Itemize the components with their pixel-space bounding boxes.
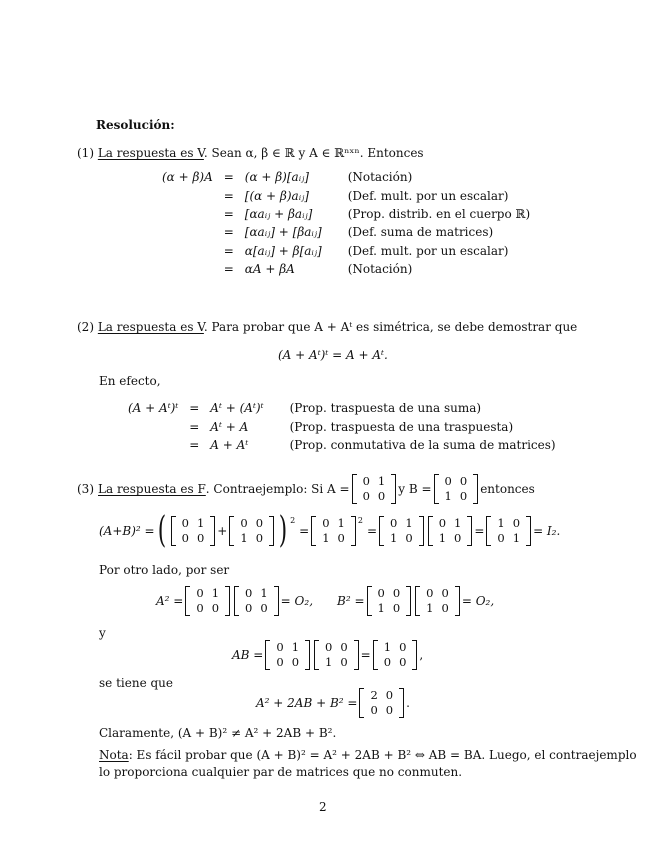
derivation-note: (Prop. traspuesta de una traspuesta) xyxy=(289,419,514,434)
matrix-entry: 1 xyxy=(377,474,386,488)
derivation-op: = xyxy=(223,188,234,203)
matrix-entry: 0 xyxy=(459,489,468,503)
matrix-entry: 1 xyxy=(454,516,462,530)
matrix-entry: 0 xyxy=(196,531,205,545)
matrix-entry: 0 xyxy=(260,601,268,615)
matrix-entry: 1 xyxy=(438,531,447,545)
derivation-rhs: (α + β)[aᵢⱼ] xyxy=(244,170,309,185)
answer-label: La respuesta es V xyxy=(97,146,204,160)
matrix xyxy=(434,474,479,504)
matrix-entry: 0 xyxy=(322,516,330,530)
matrix-entry: 0 xyxy=(276,640,284,654)
matrix-entry: 0 xyxy=(441,601,449,615)
matrix-entry: 0 xyxy=(426,586,434,600)
matrix-entry: 0 xyxy=(383,655,392,669)
derivation-op: = xyxy=(223,206,234,221)
derivation-2 xyxy=(124,399,560,454)
matrix xyxy=(314,640,359,670)
matrix-entry: 1 xyxy=(196,516,205,530)
matrix xyxy=(486,516,531,546)
matrix-entry: 0 xyxy=(362,474,370,488)
matrix-entry: 0 xyxy=(399,640,407,654)
derivation-row xyxy=(158,186,534,204)
derivation-note: (Def. suma de matrices) xyxy=(347,225,494,240)
matrix-entry: 1 xyxy=(291,640,300,654)
matrix-entry: 0 xyxy=(444,474,452,488)
derivation-lhs xyxy=(124,436,182,454)
matrix xyxy=(415,586,460,616)
matrix-entry: 0 xyxy=(245,601,253,615)
derivation-note: (Notación) xyxy=(347,262,413,277)
matrix-entry: 1 xyxy=(512,531,521,545)
derivation-lhs xyxy=(158,242,217,260)
derivation-1 xyxy=(158,168,534,278)
derivation-op: = xyxy=(223,243,234,258)
item-3-intro: (3) La respuesta es F . Contraejemplo: Si A = 0 1 0 0 y B = 0 0 1 0 entonces xyxy=(77,474,535,503)
matrix-entry: 0 xyxy=(196,586,204,600)
matrix-entry: 1 xyxy=(383,640,392,654)
derivation-op: = xyxy=(189,437,200,452)
matrix-entry: 0 xyxy=(340,640,348,654)
matrix-entry: 0 xyxy=(385,688,394,702)
matrix-entry: 0 xyxy=(211,601,220,615)
derivation-note: (Prop. conmutativa de la suma de matrices) xyxy=(289,437,556,452)
matrix-entry: 1 xyxy=(337,516,345,530)
derivation-note: (Def. mult. por un escalar) xyxy=(347,243,509,258)
matrix xyxy=(229,516,274,546)
matrix-entry: 0 xyxy=(392,601,401,615)
connector-y: y xyxy=(99,626,106,640)
derivation-op: = xyxy=(189,419,200,434)
matrix-entry: 1 xyxy=(390,531,398,545)
page-heading: Resolución: xyxy=(96,118,175,132)
derivation-rhs: Aᵗ + (Aᵗ)ᵗ xyxy=(210,401,264,416)
matrix xyxy=(311,516,356,546)
matrix-entry: 1 xyxy=(444,489,452,503)
item-2-intro: (2) La respuesta es V. Para probar que A + Aᵗ es simétrica, se debe demostrar que xyxy=(77,320,578,334)
matrix-entry: 1 xyxy=(260,586,268,600)
matrix-entry: 0 xyxy=(181,516,189,530)
matrix-entry: 0 xyxy=(385,703,394,717)
matrix xyxy=(171,516,216,546)
matrix-entry: 0 xyxy=(245,586,253,600)
matrix xyxy=(379,516,424,546)
ab-computation: AB = 0 1 0 0 0 0 1 0 = 1 0 0 0 , xyxy=(232,640,424,669)
matrix xyxy=(359,688,404,718)
derivation-note: (Notación) xyxy=(347,170,413,185)
matrix xyxy=(367,586,412,616)
matrix-entry: 1 xyxy=(322,531,330,545)
matrix-entry: 0 xyxy=(255,516,264,530)
derivation-lhs xyxy=(124,417,182,435)
a2-b2-computation: A² = 0 1 0 0 0 1 0 0 = O₂, B² = 0 0 1 0 0 0 1 0 = O₂, xyxy=(156,586,495,615)
derivation-rhs: [αaᵢⱼ + βaᵢⱼ] xyxy=(244,206,313,221)
matrix-entry: 1 xyxy=(211,586,220,600)
derivation-lhs xyxy=(158,260,217,278)
matrix-entry: 1 xyxy=(377,601,385,615)
matrix-entry: 0 xyxy=(370,703,378,717)
matrix-entry: 0 xyxy=(337,531,345,545)
matrix-entry: 0 xyxy=(390,516,398,530)
derivation-rhs: α[aᵢⱼ] + β[aᵢⱼ] xyxy=(244,243,322,258)
display-equation: (A + Aᵗ)ᵗ = A + Aᵗ. xyxy=(278,348,388,362)
lead-text: En efecto, xyxy=(99,374,161,388)
conclusion: Claramente, (A + B)² ≠ A² + 2AB + B². xyxy=(99,726,337,740)
matrix xyxy=(373,640,418,670)
derivation-rhs: [(α + β)aᵢⱼ] xyxy=(244,188,309,203)
derivation-op: = xyxy=(223,170,234,185)
se-tiene-text: se tiene que xyxy=(99,676,173,690)
matrix-entry: 1 xyxy=(426,601,434,615)
matrix-entry: 0 xyxy=(196,601,204,615)
matrix xyxy=(428,516,473,546)
derivation-note: (Def. mult. por un escalar) xyxy=(347,188,509,203)
matrix xyxy=(234,586,279,616)
derivation-row xyxy=(158,205,534,223)
matrix-entry: 1 xyxy=(405,516,413,530)
derivation-op: = xyxy=(189,401,200,416)
matrix-entry: 0 xyxy=(459,474,468,488)
matrix-entry: 0 xyxy=(291,655,300,669)
derivation-lhs xyxy=(158,205,217,223)
matrix-entry: 1 xyxy=(325,655,333,669)
derivation-row xyxy=(124,417,560,435)
item-1-intro: (1) La respuesta es V. Sean α, β ∈ ℝ y A ∈ ℝⁿˣⁿ. Entonces xyxy=(77,146,424,160)
matrix-entry: 1 xyxy=(240,531,248,545)
matrix-entry: 0 xyxy=(441,586,449,600)
square-computation: (A+B)² = ( 0 1 0 0 + 0 0 1 0 ) $^2$ = 0 1 1 0 $^2$ = 0 1 1 0 0 1 1 0 = 1 0 0 1 = I₂. xyxy=(99,510,561,551)
derivation-row xyxy=(158,168,534,186)
matrix-entry: 0 xyxy=(497,531,505,545)
answer-label: La respuesta es V xyxy=(97,320,204,334)
derivation-note: (Prop. traspuesta de una suma) xyxy=(289,401,482,416)
derivation-lhs: (α + β)A xyxy=(162,170,213,185)
other-side-text: Por otro lado, por ser xyxy=(99,563,230,577)
derivation-lhs xyxy=(158,223,217,241)
derivation-row xyxy=(158,223,534,241)
derivation-row xyxy=(158,260,534,278)
page-number: 2 xyxy=(319,800,327,814)
matrix-entry: 0 xyxy=(325,640,333,654)
matrix-entry: 2 xyxy=(370,688,378,702)
derivation-rhs: αA + βA xyxy=(244,262,295,277)
derivation-row xyxy=(124,436,560,454)
derivation-op: = xyxy=(223,262,234,277)
matrix-entry: 0 xyxy=(181,531,189,545)
derivation-note: (Prop. distrib. en el cuerpo ℝ) xyxy=(347,206,531,221)
note-line-1: Nota: Es fácil probar que (A + B)² = A² + 2AB + B² ⇔ AB = BA. Luego, el contraejemplo xyxy=(99,748,637,762)
matrix-entry: 0 xyxy=(392,586,401,600)
derivation-row xyxy=(158,242,534,260)
matrix-entry: 0 xyxy=(255,531,264,545)
matrix-entry: 0 xyxy=(276,655,284,669)
derivation-row xyxy=(124,399,560,417)
matrix xyxy=(352,474,397,504)
answer-label: La respuesta es F xyxy=(98,482,206,496)
matrix-entry: 0 xyxy=(512,516,521,530)
matrix xyxy=(185,586,230,616)
matrix-entry: 0 xyxy=(405,531,413,545)
derivation-op: = xyxy=(223,225,234,240)
matrix-entry: 0 xyxy=(240,516,248,530)
derivation-lhs xyxy=(158,186,217,204)
matrix-entry: 0 xyxy=(377,586,385,600)
matrix-entry: 0 xyxy=(377,489,386,503)
matrix-entry: 0 xyxy=(454,531,462,545)
matrix xyxy=(265,640,310,670)
matrix-entry: 1 xyxy=(497,516,505,530)
derivation-rhs: Aᵗ + A xyxy=(210,419,249,434)
matrix-entry: 0 xyxy=(399,655,407,669)
matrix-entry: 0 xyxy=(340,655,348,669)
matrix-entry: 0 xyxy=(362,489,370,503)
derivation-lhs: (A + Aᵗ)ᵗ xyxy=(128,401,179,416)
note-line-2: lo proporciona cualquier par de matrices que no conmuten. xyxy=(99,765,463,779)
matrix-entry: 0 xyxy=(438,516,447,530)
sum-computation: A² + 2AB + B² = 2 0 0 0 . xyxy=(256,688,410,717)
derivation-rhs: [αaᵢⱼ] + [βaᵢⱼ] xyxy=(244,225,322,240)
derivation-rhs: A + Aᵗ xyxy=(210,437,249,452)
